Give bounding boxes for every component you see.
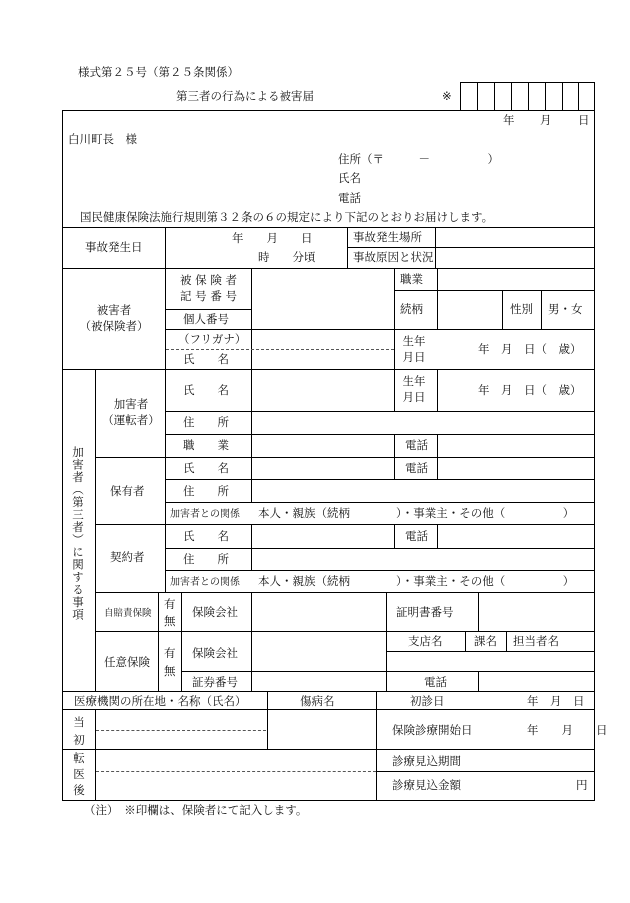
table-rule [165,309,252,310]
furigana-label: （フリガナ） [178,332,247,346]
table-rule [181,671,595,672]
third-party-section-label: 加害者（第三者）に関する事項 [71,446,85,621]
section-label: 課名 [474,634,497,648]
table-rule [376,691,377,800]
table-rule [594,82,595,110]
form-number: 様式第２５号（第２５条関係） [78,65,239,79]
table-rule [478,671,479,691]
accident-date-format: 年 月 日 [232,231,313,245]
office-box-divider [477,82,478,110]
date-month: 月 [540,113,552,127]
table-rule [95,524,595,525]
applicant-phone-label: 電話 [338,191,361,205]
contractor-relation-label: 加害者との関係 [170,577,240,588]
recipient: 白川町長 様 [68,132,137,146]
perpetrator-birth-label: 生年 月日 [402,374,426,404]
coverage-start-label: 保険診療開始日 [392,723,473,737]
table-rule [394,290,595,291]
table-rule [267,691,268,749]
table-rule [62,749,595,750]
perpetrator-label: 加害者 （運転者） [102,397,160,427]
table-rule [165,369,166,592]
contractor-address-label: 住 所 [183,552,229,566]
table-rule [545,82,546,110]
owner-name-label: 氏 名 [183,461,229,475]
table-rule [386,651,595,652]
date-year: 年 [503,113,515,127]
certificate-number-label: 証明書番号 [396,605,454,619]
contractor-relation-value: 本人・親族（続柄 ）・事業主・その他（ ） [258,574,575,588]
victim-section-label: 被害者 （被保険者） [79,303,149,333]
personal-number-label: 個人番号 [183,312,229,326]
table-rule [165,227,166,268]
perpetrator-name-label: 氏 名 [183,383,229,397]
disease-name-label: 傷病名 [300,694,335,708]
table-rule [394,457,395,479]
perpetrator-address-label: 住 所 [183,415,229,429]
table-rule [394,369,395,411]
table-rule [181,592,182,691]
table-rule [465,631,466,651]
table-rule [165,434,595,435]
applicant-name-label: 氏名 [338,171,361,185]
gender-value: 男・女 [548,302,583,316]
policy-number-label: 証券番号 [192,675,238,689]
table-rule [62,369,595,370]
table-rule [541,290,542,329]
table-rule [95,369,96,691]
accident-date-label: 事故発生日 [85,240,143,254]
compulsory-company-label: 保険会社 [192,605,238,619]
contractor-name-label: 氏 名 [183,529,229,543]
table-rule [251,524,252,570]
medical-institution-label: 医療機関の所在地・名称（氏名） [74,694,247,708]
table-rule [437,457,438,479]
table-rule [394,268,395,369]
victim-relation-label: 続柄 [400,302,423,316]
table-rule [347,227,348,268]
table-rule [460,82,594,83]
compulsory-yes[interactable]: 有 [164,597,176,611]
transfer-label: 転 医 後 [73,751,85,797]
table-rule [437,524,438,548]
table-rule [95,709,96,800]
table-rule [165,570,595,571]
table-rule [251,592,252,691]
table-rule [437,434,438,457]
table-rule [62,709,595,710]
table-rule [394,434,395,457]
insurance-phone-label: 電話 [424,675,447,689]
victim-birth-format: 年 月 日（ 歳） [478,342,582,356]
table-rule [394,524,395,548]
form-frame-top [62,110,595,111]
contractor-phone-label: 電話 [405,529,428,543]
table-rule [62,227,595,228]
table-rule [562,82,563,110]
compulsory-insurance-label: 自賠責保険 [104,608,152,619]
first-visit-format: 年 月 日 [527,694,585,708]
form-frame-right [594,110,595,800]
table-rule [96,771,376,772]
table-rule [528,82,529,110]
perpetrator-phone-label: 電話 [405,438,428,452]
table-rule [165,329,595,330]
victim-name-label: 氏 名 [183,352,229,366]
coverage-start-format: 年 月 日 [527,723,608,737]
person-in-charge-label: 担当者名 [513,634,559,648]
perpetrator-occupation-label: 職 業 [183,438,229,452]
voluntary-yes[interactable]: 有 [164,646,176,660]
footnote: （注） ※印欄は、保険者にて記入します。 [84,803,308,817]
table-rule [376,771,595,772]
table-rule [460,82,461,110]
table-rule [437,268,438,329]
table-rule [62,691,595,692]
owner-relation-label: 加害者との関係 [170,509,240,520]
initial-label: 当 初 [73,715,85,747]
table-rule [165,502,595,503]
owner-address-label: 住 所 [183,484,229,498]
table-rule [95,592,595,593]
table-rule [578,82,579,110]
treatment-amount-label: 診療見込金額 [392,778,461,792]
table-rule [166,349,394,350]
date-day: 日 [578,113,590,127]
victim-occupation-label: 職業 [400,272,423,286]
table-rule [165,411,595,412]
table-rule [506,631,507,651]
table-rule [62,268,595,269]
table-rule [478,592,479,631]
owner-relation-value: 本人・親族（続柄 ）・事業主・その他（ ） [258,506,575,520]
table-rule [386,592,387,691]
table-rule [165,479,595,480]
office-use-mark: ※ [442,89,452,103]
voluntary-insurance-label: 任意保険 [104,655,150,669]
treatment-period-label: 診療見込期間 [392,754,461,768]
table-rule [437,369,438,411]
table-rule [494,82,495,110]
table-rule [95,631,595,632]
table-rule [502,290,503,329]
insured-number-label: 被 保 険 者 記 号 番 号 [180,273,237,303]
declaration: 国民健康保険法施行規則第３２条の６の規定により下記のとおりお届けします。 [80,210,494,224]
yen-unit: 円 [576,778,588,792]
form-title: 第三者の行為による被害届 [176,89,314,103]
branch-label: 支店名 [408,634,443,648]
table-rule [511,82,512,110]
compulsory-no[interactable]: 無 [164,614,176,628]
contractor-label: 契約者 [110,550,145,564]
table-rule [347,247,595,248]
table-rule [96,730,266,731]
form-frame-bottom [62,800,595,801]
first-visit-label: 初診日 [410,694,445,708]
accident-time-format: 時 分頃 [258,250,316,264]
owner-phone-label: 電話 [405,461,428,475]
form-frame-left [62,110,63,800]
owner-label: 保有者 [110,484,145,498]
victim-birth-label: 生年 月日 [402,334,426,364]
table-rule [95,457,595,458]
applicant-address-label: 住所（〒 － ） [338,152,499,166]
accident-cause-label: 事故原因と状況 [353,250,434,264]
voluntary-no[interactable]: 無 [164,664,176,678]
gender-label: 性別 [510,302,533,316]
table-rule [165,548,595,549]
voluntary-company-label: 保険会社 [192,646,238,660]
table-rule [251,369,252,457]
table-rule [435,227,436,268]
perpetrator-birth-format: 年 月 日（ 歳） [478,383,582,397]
accident-place-label: 事故発生場所 [353,230,422,244]
table-rule [158,592,159,691]
